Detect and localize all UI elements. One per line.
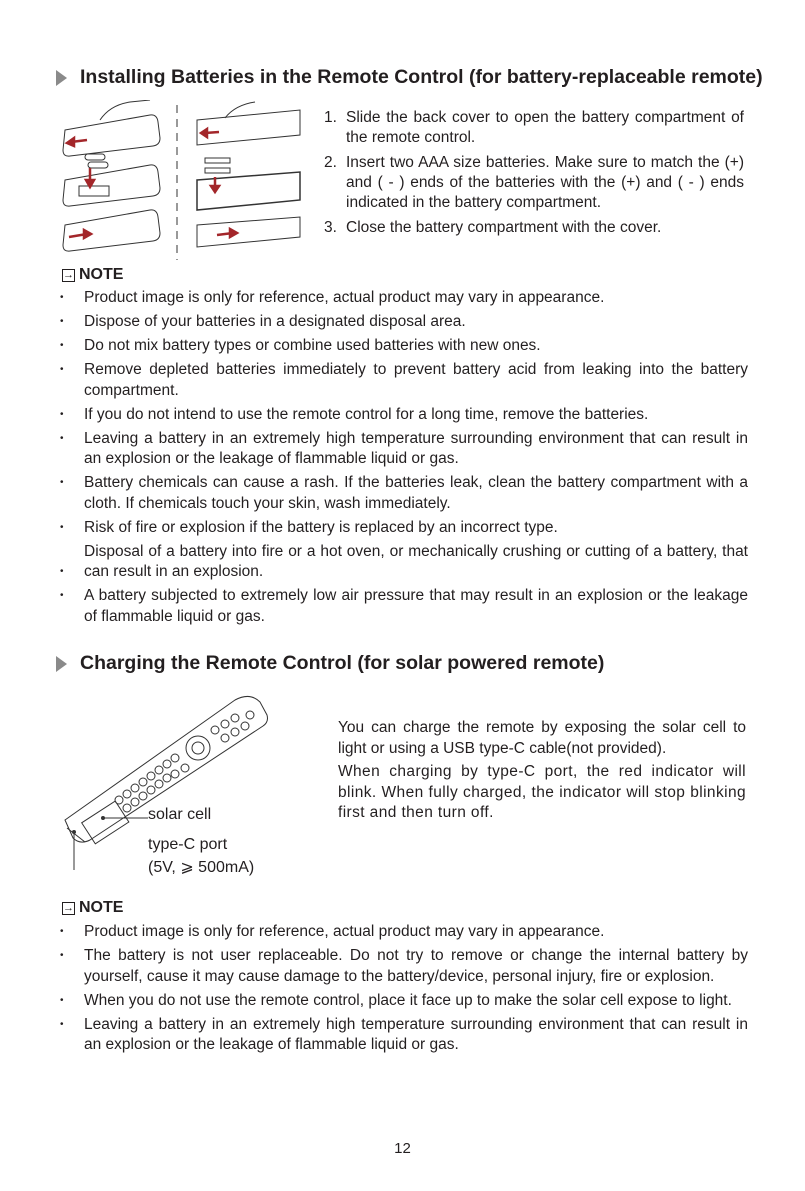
note-item: When you do not use the remote control, place it face up to make the solar cell expose to light. <box>84 991 732 1009</box>
battery-install-illustration <box>55 100 305 260</box>
note-item: Leaving a battery in an extremely high temperature surrounding environment that can result in an explosion or the leakage of flammable liquid or gas. <box>84 429 748 467</box>
note-list: • Product image is only for reference, actual product may vary in appearance. • Dispose of your batteries in a designated disposal area. • Do not mix battery types or combine used batteries with new ones. • Remove depleted batteries immediately to prevent battery acid from leaking into the battery compartment. • If you do not intend to use the remote control for a long time, remove the batteries. • Leaving a battery in an extremely high temperature surrounding environment that can result in an explosion or the leakage of flammable liquid or gas. • Battery chemicals can cause a rash. If the batteries leak, clean the battery compartment with a cloth. If chemicals touch your skin, wash immediately. • Risk of fire or explosion if the battery is replaced by an incorrect type. • Disposal of a battery into fire or a hot oven, or mechanically crushing or cutting of a battery, that can result in an explosion. • A battery subjected to extremely low air pressure that may result in an explosion or the leakage of flammable liquid or gas. <box>60 288 748 631</box>
section-title: Charging the Remote Control (for solar powered remote) <box>80 652 605 674</box>
section-marker-icon <box>56 70 67 86</box>
charging-description: You can charge the remote by exposing the solar cell to light or using a USB type-C cable(not provided). When charging by type-C port, the red indicator will blink. When fully charged, the indicator will stop blinking first and then turn off. <box>338 719 746 821</box>
note-heading: → NOTE <box>63 899 124 916</box>
note-item: Leaving a battery in an extremely high temperature surrounding environment that can result in an explosion or the leakage of flammable liquid or gas. <box>84 1015 748 1053</box>
note-item: Battery chemicals can cause a rash. If the batteries leak, clean the battery compartment with a cloth. If chemicals touch your skin, wash immediately. <box>84 474 748 512</box>
note-list: • Product image is only for reference, actual product may vary in appearance. • The battery is not user replaceable. Do not try to remove or change the internal battery by yourself, cause it may cause damage to the battery/device, personal injury, fire or explosion. • When you do not use the remote control, place it face up to make the solar cell expose to light. • Leaving a battery in an extremely high temperature surrounding environment that can result in an explosion or the leakage of flammable liquid or gas. <box>60 922 748 1059</box>
note-item: The battery is not user replaceable. Do not try to remove or change the internal battery by yourself, cause it may cause damage to the battery/device, personal injury, fire or explosion. <box>84 947 748 985</box>
type-c-port-label: type-C port <box>148 836 228 853</box>
note-heading: → NOTE <box>63 266 124 283</box>
note-item: Dispose of your batteries in a designated disposal area. <box>84 313 466 330</box>
page-number: 12 <box>394 1140 411 1157</box>
note-item: Product image is only for reference, actual product may vary in appearance. <box>84 289 605 306</box>
note-icon: → <box>63 901 74 914</box>
note-item: Do not mix battery types or combine used batteries with new ones. <box>84 337 541 354</box>
note-icon: → <box>63 268 74 281</box>
note-item: Product image is only for reference, actual product may vary in appearance. <box>84 923 605 940</box>
note-item: A battery subjected to extremely low air pressure that may result in an explosion or the leakage of flammable liquid or gas. <box>84 587 748 625</box>
note-item: Risk of fire or explosion if the battery is replaced by an incorrect type. <box>84 518 558 536</box>
solar-cell-label: solar cell <box>148 806 212 823</box>
note-item: If you do not intend to use the remote control for a long time, remove the batteries. <box>84 405 649 423</box>
step-2: 2. Insert two AAA size batteries. Make sure to match the (+) and ( - ) ends of the batteries with the (+) and ( - ) ends indicated in the battery compartment. <box>324 154 744 211</box>
section-marker-icon <box>56 656 67 672</box>
type-c-port-spec: (5V, ⩾ 500mA) <box>148 859 255 876</box>
note-item: Remove depleted batteries immediately to prevent battery acid from leaking into the battery compartment. <box>84 361 748 399</box>
install-steps <box>324 108 744 243</box>
section-title: Installing Batteries in the Remote Control (for battery-replaceable remote) <box>80 66 763 88</box>
step-1: 1. Slide the back cover to open the battery compartment of the remote control. <box>324 109 744 146</box>
step-3: 3. Close the battery compartment with the cover. <box>324 219 662 236</box>
note-item: Disposal of a battery into fire or a hot oven, or mechanically crushing or cutting of a battery, that can result in an explosion. <box>84 542 748 580</box>
